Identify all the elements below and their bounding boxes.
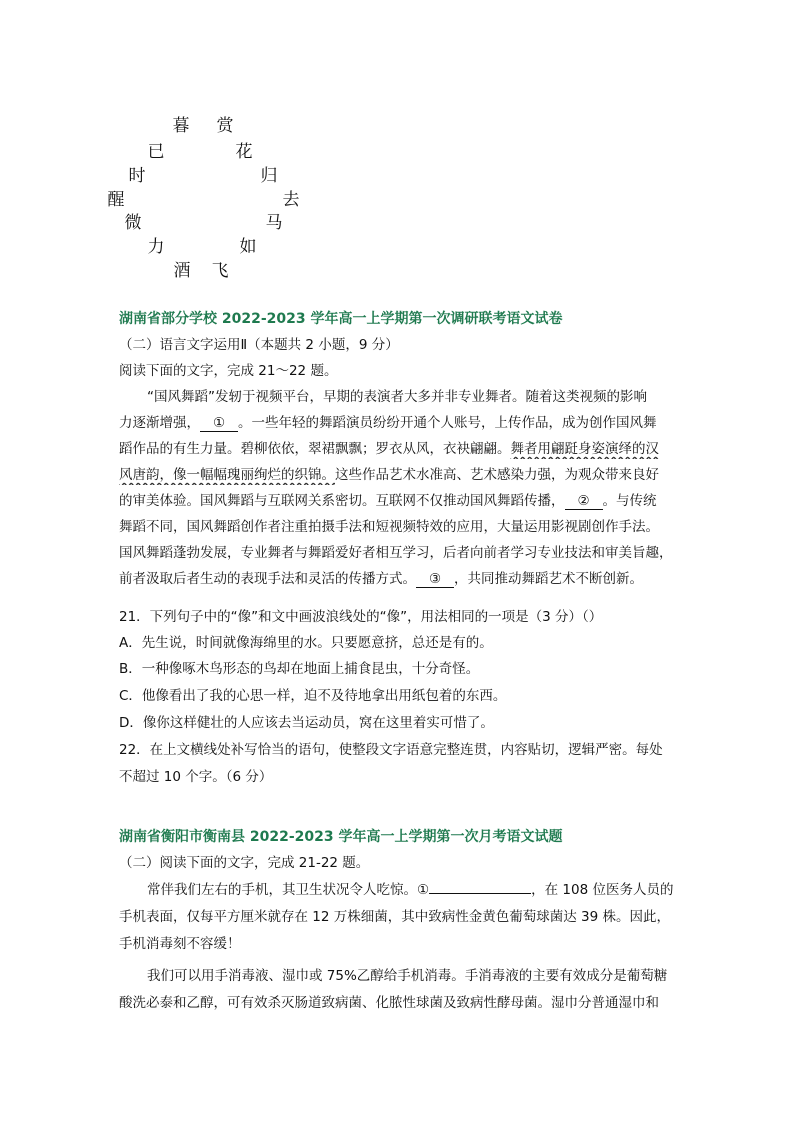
passage-line — [119, 413, 679, 433]
part-heading: （二）阅读下面的文字，完成 21-22 题。 — [119, 855, 370, 871]
passage-text: 这些作品艺术水准高、艺术感染力强，为观众带来良好 — [335, 467, 659, 483]
option-a: A．先生说，时间就像海绵里的水。只要愿意挤，总还是有的。 — [119, 635, 493, 651]
poem-char: 花 — [235, 142, 253, 162]
section-title: 湖南省衡阳市衡南县 2022-2023 学年高一上学期第一次月考语文试题 — [119, 829, 563, 845]
poem-char: 力 — [147, 237, 165, 257]
answer-blank-1: ① — [200, 415, 238, 432]
answer-blank-1 — [429, 893, 531, 894]
passage-text: 蹈作品的有生力量。碧柳依依，翠裙飘飘；罗衣从风，衣袂翩翩。 — [119, 441, 511, 457]
question-21: 21．下列句子中的“像”和文中画波浪线处的“像”，用法相同的一项是（3 分）（） — [119, 609, 603, 625]
poem-char: 暮 — [172, 116, 190, 136]
passage-text: 。与传统 — [602, 493, 657, 509]
passage-line — [119, 439, 679, 459]
poem-char: 酒 — [173, 261, 191, 281]
passage-line: 我们可以用手消毒液、湿巾或 75%乙醇给手机消毒。手消毒液的主要有效成分是葡萄糖 — [147, 968, 668, 984]
part-heading: （二）语言文字运用Ⅱ（本题共 2 小题，9 分） — [119, 337, 399, 353]
poem-char: 微 — [124, 213, 142, 233]
instruction: 阅读下面的文字，完成 21～22 题。 — [119, 363, 338, 379]
poem-char: 醒 — [107, 190, 125, 210]
passage-text: 力逐渐增强， — [119, 415, 200, 431]
passage-line — [119, 465, 679, 485]
poem-char: 赏 — [216, 116, 234, 136]
poem-char: 已 — [147, 142, 165, 162]
poem-char: 飞 — [211, 261, 229, 281]
passage-text: ，共同推动舞蹈艺术不断创新。 — [454, 571, 643, 587]
wavy-underlined-text: 舞者用翩跹身姿演绎的汉 — [510, 441, 659, 457]
poem-char: 马 — [265, 213, 283, 233]
question-22: 22．在上文横线处补写恰当的语句，使整段文字语意完整连贯，内容贴切，逻辑严密。每处 — [119, 742, 663, 758]
option-b: B．一种像啄木鸟形态的鸟却在地面上捕食昆虫，十分奇怪。 — [119, 661, 480, 677]
poem-char: 归 — [260, 166, 278, 186]
answer-blank-2: ② — [565, 493, 603, 510]
passage-line: “国风舞蹈”发轫于视频平台，早期的表演者大多并非专业舞者。随着这类视频的影响 — [147, 389, 647, 405]
passage-line — [119, 491, 679, 511]
passage-text: 前者汲取后者生动的表现手法和灵活的传播方式。 — [119, 571, 416, 587]
section-title: 湖南省部分学校 2022-2023 学年高一上学期第一次调研联考语文试卷 — [119, 311, 563, 327]
option-d: D．像你这样健壮的人应该去当运动员，窝在这里着实可惜了。 — [119, 715, 494, 731]
question-22-cont: 不超过 10 个字。（6 分） — [119, 769, 273, 785]
passage-line — [147, 880, 679, 900]
poem-char: 去 — [282, 190, 300, 210]
passage-line: 酸洗必泰和乙醇，可有效杀灭肠道致病菌、化脓性球菌及致病性酵母菌。湿巾分普通湿巾和 — [119, 995, 659, 1011]
option-c: C．他像看出了我的心思一样，迫不及待地拿出用纸包着的东西。 — [119, 688, 507, 704]
wavy-underlined-text: 风唐韵，像一幅幅瑰丽绚烂的织锦。 — [119, 467, 335, 483]
passage-text: ，在 108 位医务人员的 — [531, 882, 674, 898]
passage-line: 手机表面，仅每平方厘米就存在 12 万株细菌，其中致病性金黄色葡萄球菌达 39 株。因此， — [119, 909, 671, 925]
answer-blank-3: ③ — [416, 571, 454, 588]
passage-line — [119, 569, 679, 589]
passage-text: 的审美体验。国风舞蹈与互联网关系密切。互联网不仅推动国风舞蹈传播， — [119, 493, 565, 509]
passage-text: 。一些年轻的舞蹈演员纷纷开通个人账号，上传作品，成为创作国风舞 — [238, 415, 657, 431]
poem-char: 时 — [128, 166, 146, 186]
passage-line: 手机消毒刻不容缓！ — [119, 936, 241, 952]
poem-char: 如 — [239, 237, 257, 257]
passage-line: 国风舞蹈蓬勃发展，专业舞者与舞蹈爱好者相互学习，后者向前者学习专业技法和审美旨趣， — [119, 545, 673, 561]
passage-text: 常伴我们左右的手机，其卫生状况令人吃惊。① — [147, 882, 430, 898]
passage-line: 舞蹈不同，国风舞蹈创作者注重拍摄手法和短视频特效的应用，大量运用影视剧创作手法。 — [119, 519, 659, 535]
